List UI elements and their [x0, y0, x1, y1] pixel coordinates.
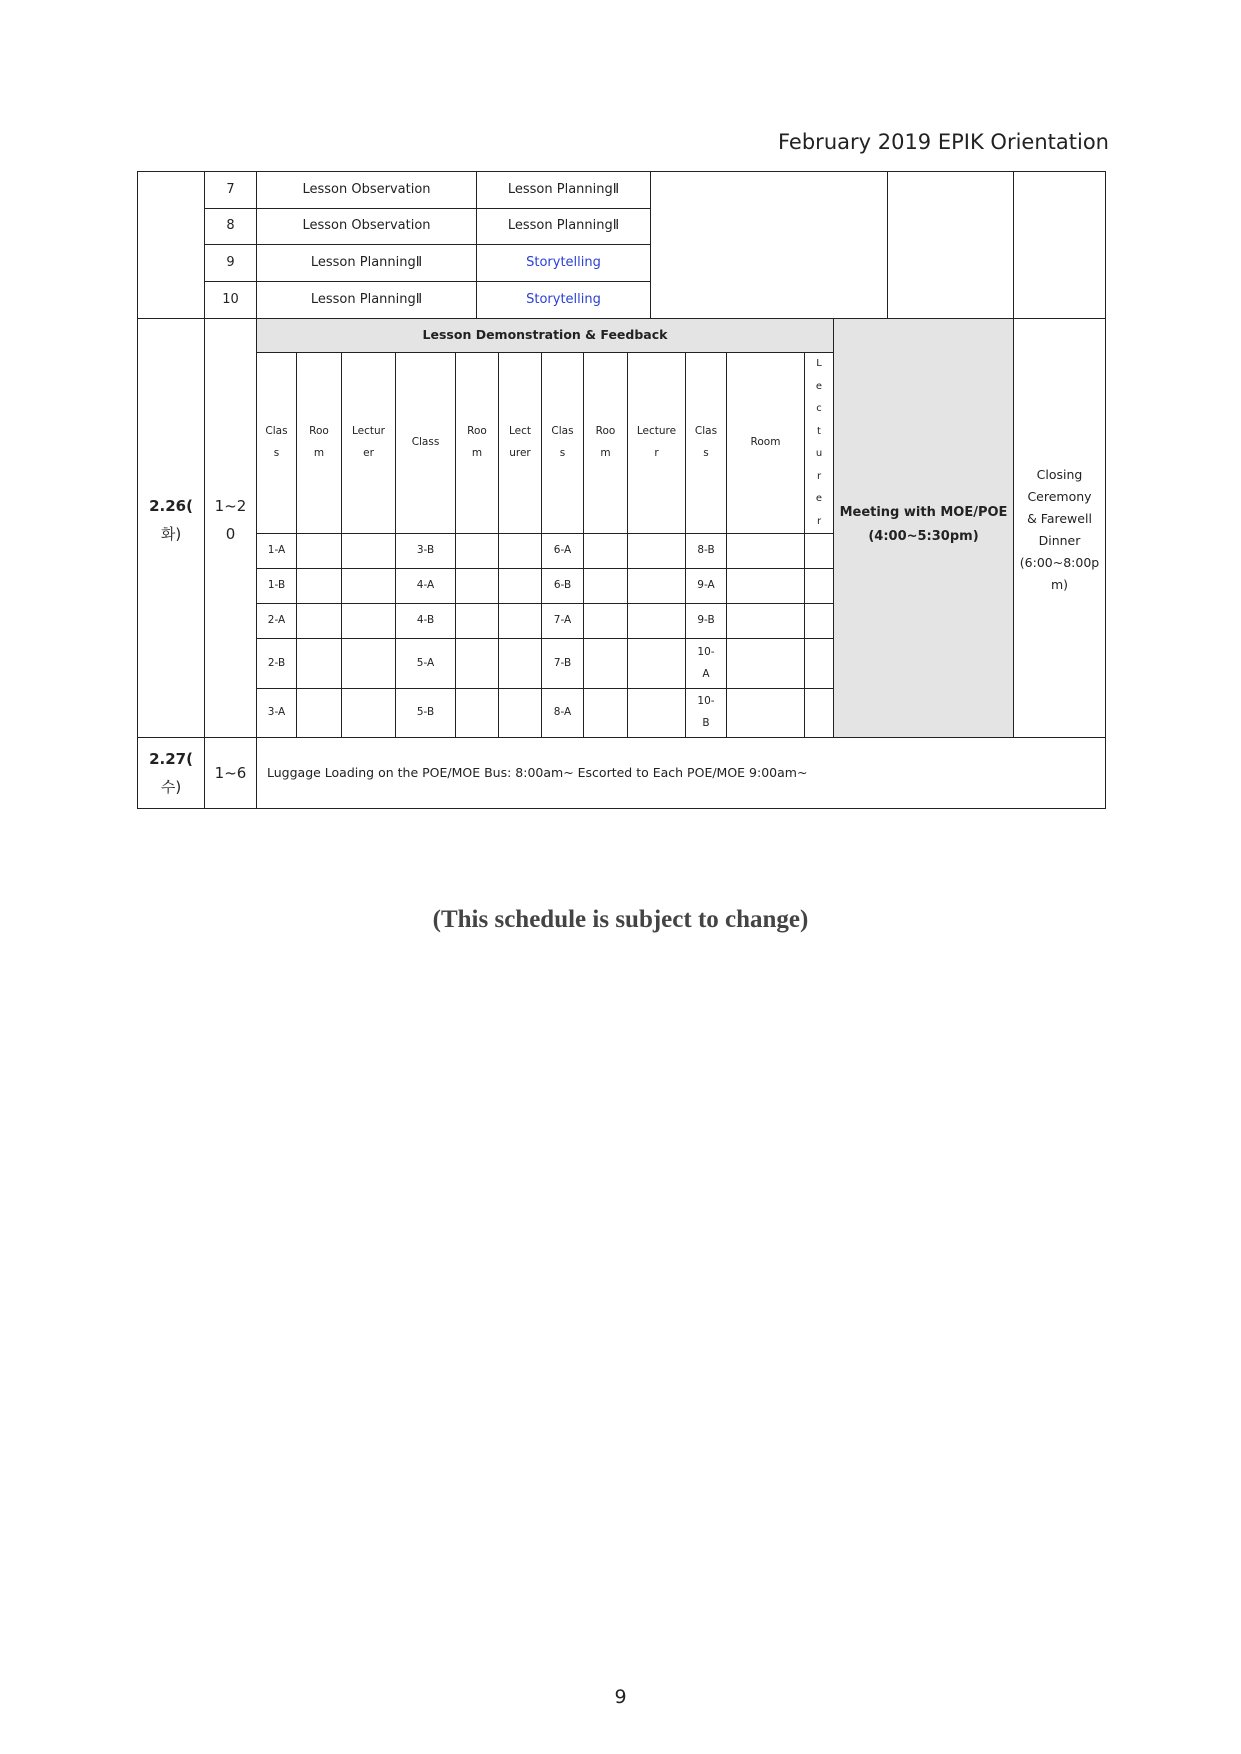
col-header: Lectur er — [352, 425, 385, 459]
col-header: Class — [411, 436, 440, 449]
col-header: Clas s — [265, 425, 288, 459]
table-line — [1105, 171, 1106, 809]
class-cell: 4-B — [416, 614, 435, 627]
session-cell: Lesson PlanningⅡ — [507, 218, 620, 234]
date-weekday: 화) — [160, 525, 182, 543]
class-cell: 3-B — [416, 544, 435, 557]
session-cell: Lesson PlanningⅡ — [310, 291, 423, 307]
col-header: Room — [750, 436, 781, 449]
period-cell: 8 — [226, 218, 235, 234]
period-cell: 10 — [222, 291, 239, 307]
table-line — [887, 171, 888, 319]
session-cell: Lesson PlanningⅡ — [507, 181, 620, 197]
date-bold: 2.26( — [149, 496, 193, 515]
table-line — [650, 171, 651, 319]
col-header: Roo m — [309, 425, 329, 459]
class-cell: 1-A — [267, 544, 286, 557]
date-bold: 2.27( — [149, 749, 193, 768]
periods-cell-226: 1~2 0 — [214, 496, 247, 543]
col-header: Lecture r — [636, 425, 677, 459]
class-cell: 8-A — [553, 706, 572, 719]
class-cell: 10- A — [697, 645, 715, 680]
period-cell: 9 — [226, 254, 235, 270]
col-header: Roo m — [595, 425, 616, 459]
class-cell: 7-A — [553, 614, 572, 627]
class-cell: 4-A — [416, 579, 435, 592]
date-cell-227 — [138, 738, 204, 808]
class-cell: 5-B — [416, 706, 435, 719]
session-cell: Lesson Observation — [302, 181, 431, 197]
class-cell: 8-B — [697, 544, 715, 557]
col-header: Clas s — [551, 425, 574, 459]
table-line — [137, 808, 1106, 809]
class-cell: 10- B — [697, 695, 715, 729]
storytelling-cell: Storytelling — [526, 254, 601, 270]
class-cell: 3-A — [267, 706, 286, 719]
class-cell: 5-A — [416, 656, 435, 669]
class-cell: 2-A — [267, 614, 286, 627]
class-cell: 6-B — [553, 579, 572, 592]
session-cell: Lesson PlanningⅡ — [310, 254, 423, 270]
class-cell: 1-B — [267, 579, 286, 592]
class-cell: 9-B — [697, 614, 715, 627]
class-cell: 7-B — [553, 656, 572, 669]
page-header-title: February 2019 EPIK Orientation — [778, 130, 1109, 154]
col-header: Roo m — [467, 425, 487, 459]
date-weekday: 수) — [160, 778, 182, 796]
date-cell-226 — [138, 485, 204, 555]
class-cell: 6-A — [553, 544, 572, 557]
col-header: L e c t u r e r — [815, 358, 823, 527]
storytelling-cell: Storytelling — [526, 291, 601, 307]
period-cell: 7 — [226, 181, 235, 197]
schedule-notice: (This schedule is subject to change) — [432, 906, 809, 933]
session-cell: Lesson Observation — [302, 218, 431, 234]
col-header: Clas s — [694, 425, 718, 459]
luggage-cell: Luggage Loading on the POE/MOE Bus: 8:00am~ Escorted to Each POE/MOE 9:00am~ — [267, 765, 808, 781]
class-cell: 2-B — [267, 656, 286, 669]
table-line — [1013, 171, 1014, 738]
class-cell: 9-A — [697, 579, 715, 592]
col-header: Lect urer — [508, 425, 531, 459]
closing-cell: Closing Ceremony & Farewell Dinner (6:00~8:00p m) — [1019, 467, 1100, 592]
lesson-demo-title: Lesson Demonstration & Feedback — [422, 327, 668, 343]
meeting-cell: Meeting with MOE/POE (4:00~5:30pm) — [839, 504, 1008, 544]
page-number: 9 — [614, 1686, 627, 1708]
periods-cell-227: 1~6 — [214, 763, 247, 782]
